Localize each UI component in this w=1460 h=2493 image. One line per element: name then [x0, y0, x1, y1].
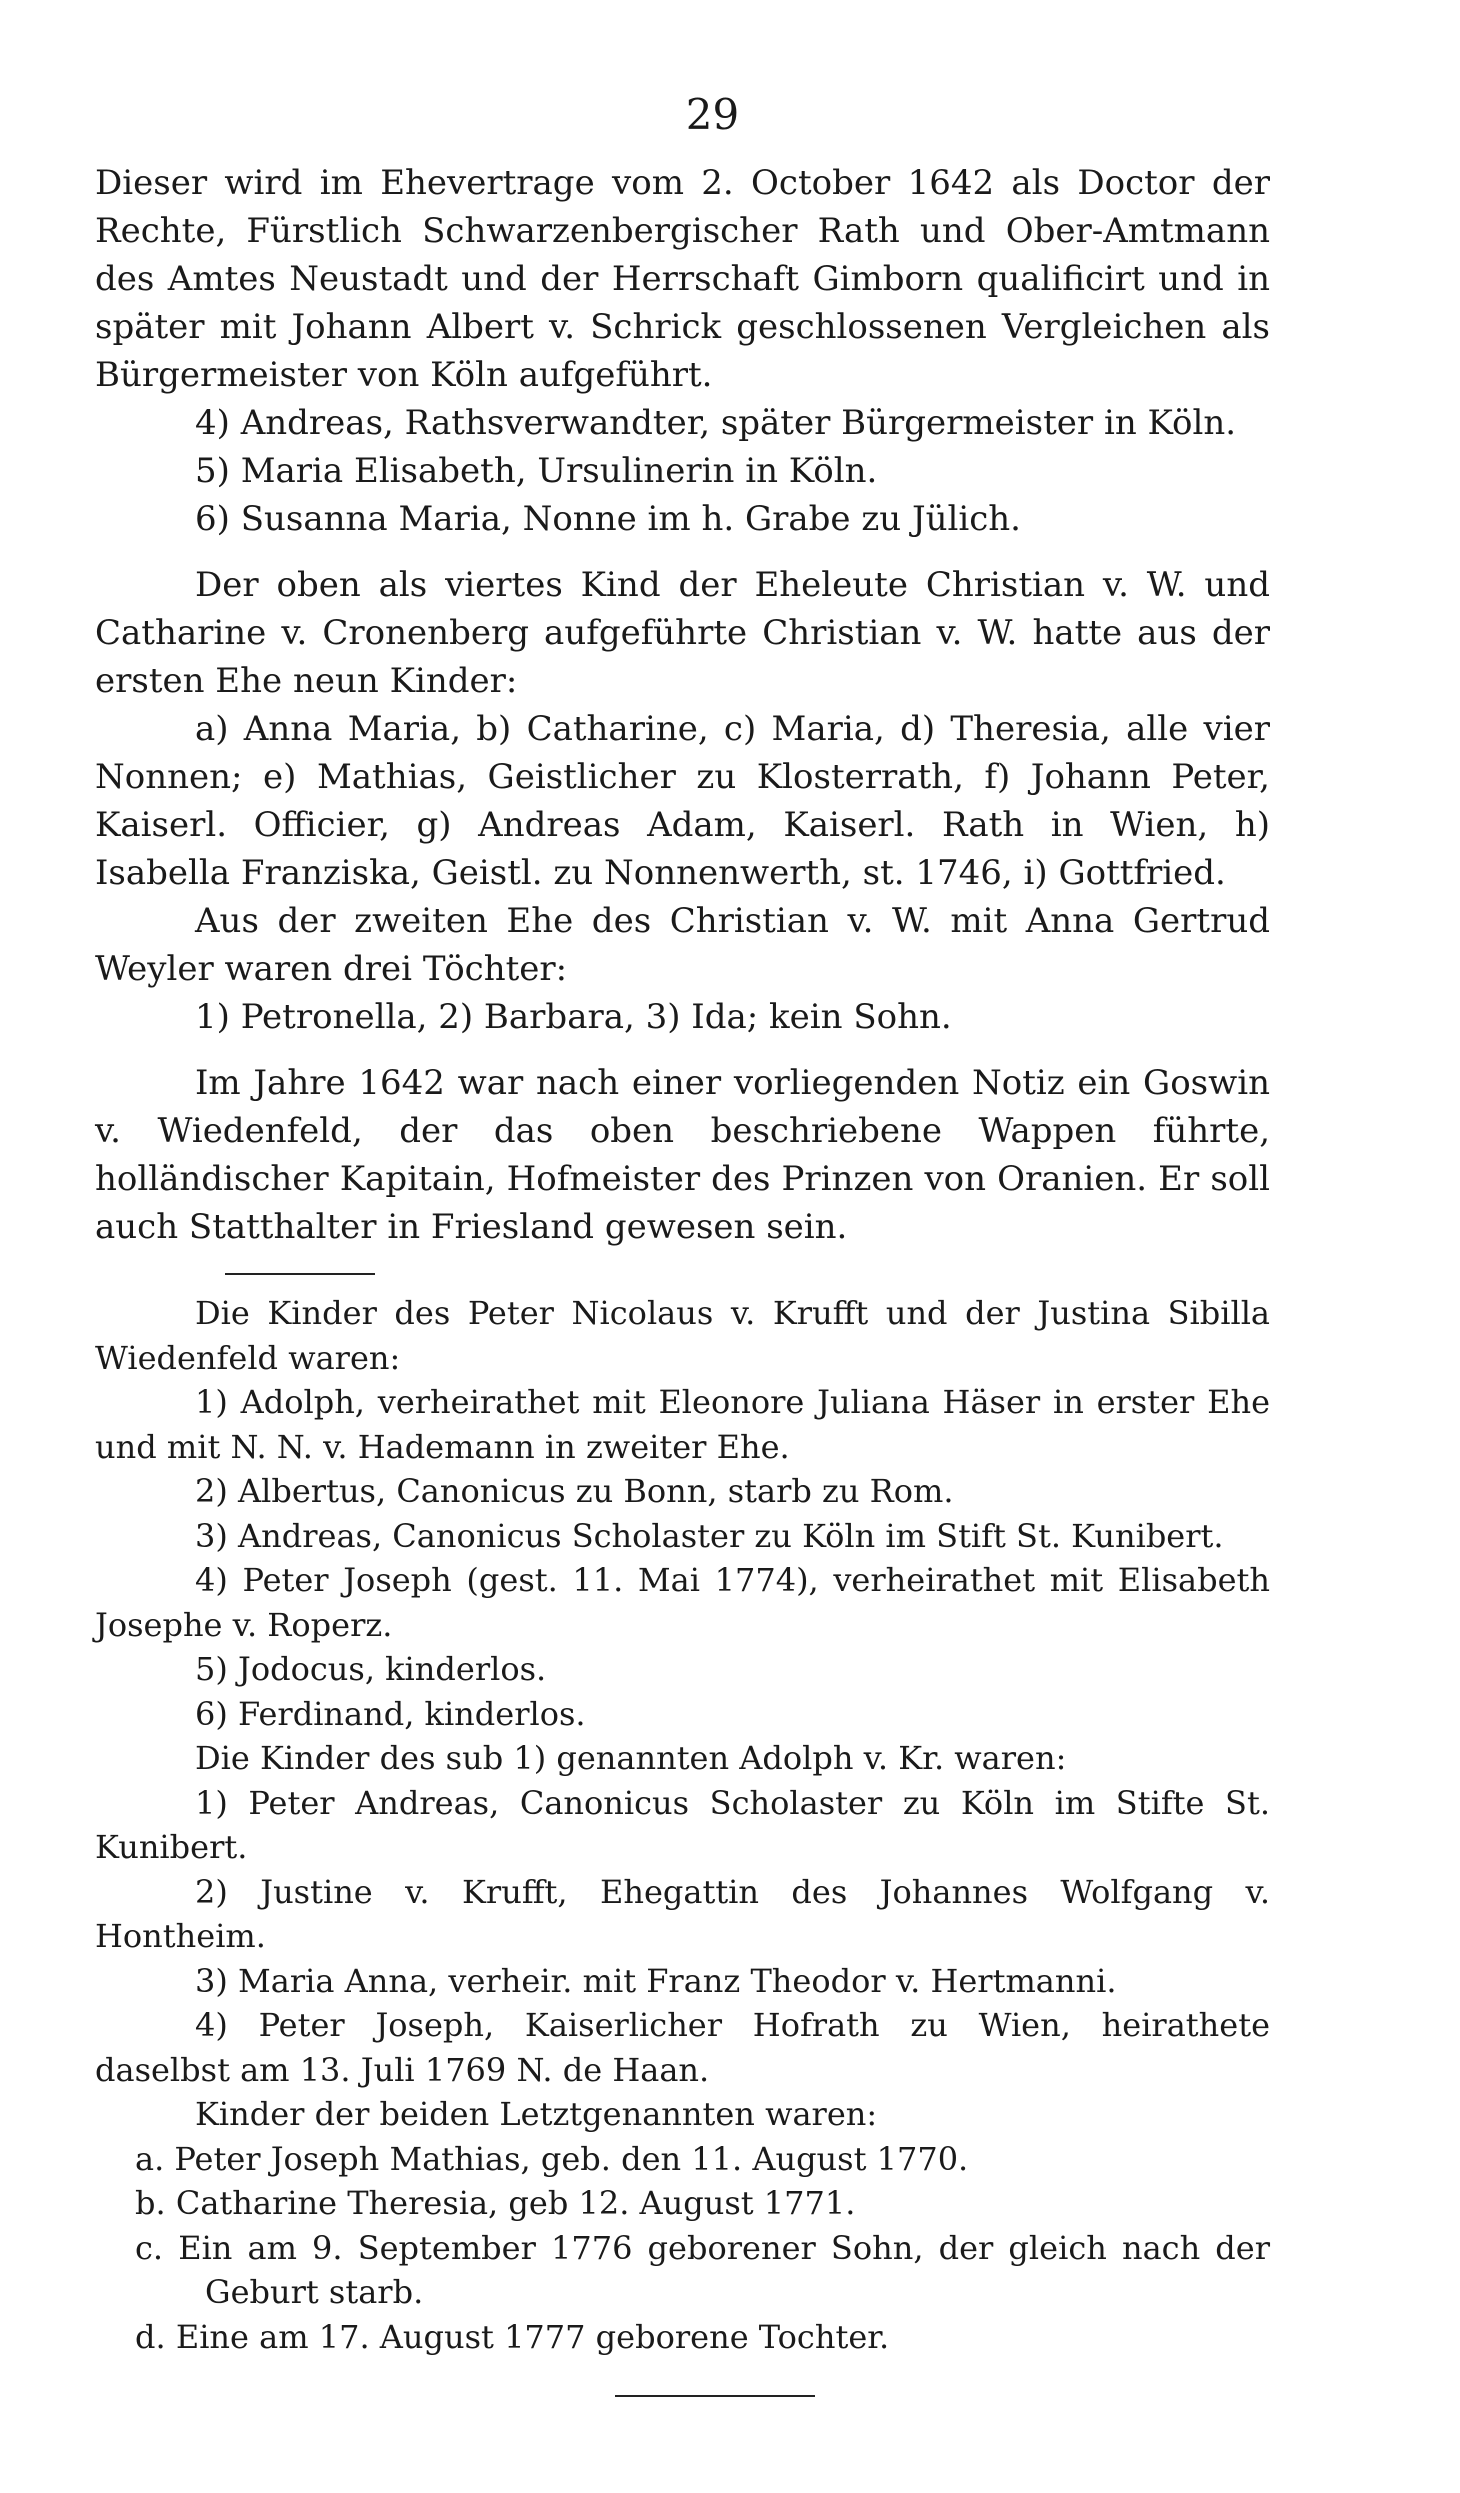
- upper-section: [95, 159, 1270, 1251]
- footnote-item: 4) Peter Joseph (gest. 11. Mai 1774), verheirathet mit Elisabeth Josephe v. Roperz.: [95, 1561, 1270, 1644]
- footnote-divider: [225, 1273, 375, 1275]
- footnote-item: 2) Albertus, Canonicus zu Bonn, starb zu Rom.: [195, 1472, 954, 1510]
- paragraph-nine-children: a) Anna Maria, b) Catharine, c) Maria, d) Theresia, alle vier Nonnen; e) Mathias, Geistlicher zu Klosterrath, f) Johann Peter, Kaiserl. Officier, g) Andreas Adam, Kaiserl. Rath in Wien, h) Isabella Franziska, Geistl. zu Nonnenwerth, st. 1746, i) Gottfried.: [95, 709, 1270, 893]
- footnote-subitem: a. Peter Joseph Mathias, geb. den 11. August 1770.: [135, 2139, 969, 2178]
- footnote-item: 3) Andreas, Canonicus Scholaster zu Köln im Stift St. Kunibert.: [195, 1516, 1224, 1555]
- paragraph-doctor: Dieser wird im Ehevertrage vom 2. October 1642 als Doctor der Rechte, Fürstlich Schwarzenbergischer Rath und Ober-Amtmann des Amtes Neustadt und der Herrschaft Gimborn qualificirt und in später mit Johann Albert v. Schrick geschlossenen Vergleichen als Bürgermeister von Köln aufgeführt.: [95, 163, 1270, 395]
- footnote-item: 1) Peter Andreas, Canonicus Scholaster zu Köln im Stifte St. Kunibert.: [95, 1783, 1270, 1866]
- paragraph-second-marriage: Aus der zweiten Ehe des Christian v. W. mit Anna Gertrud Weyler waren drei Töchter:: [95, 901, 1270, 989]
- footnote-item: 1) Adolph, verheirathet mit Eleonore Juliana Häser in erster Ehe und mit N. N. v. Hademann in zweiter Ehe.: [95, 1383, 1270, 1466]
- footnote-item: 5) Jodocus, kinderlos.: [195, 1650, 547, 1688]
- list-item: 6) Susanna Maria, Nonne im h. Grabe zu Jülich.: [195, 499, 1021, 539]
- paragraph-christian: Der oben als viertes Kind der Eheleute Christian v. W. und Catharine v. Cronenberg aufgeführte Christian v. W. hatte aus der ersten Ehe neun Kinder:: [95, 565, 1270, 701]
- page-number: 29: [685, 90, 740, 139]
- footnote-intro: Die Kinder des Peter Nicolaus v. Krufft und der Justina Sibilla Wiedenfeld waren:: [95, 1294, 1270, 1377]
- list-item: 5) Maria Elisabeth, Ursulinerin in Köln.: [195, 451, 878, 491]
- footnote-subheading: Kinder der beiden Letztgenannten waren:: [195, 2095, 878, 2133]
- footnote-subitem: c. Ein am 9. September 1776 geborener Sohn, der gleich nach der Geburt starb.: [135, 2228, 1270, 2311]
- footnote-item: 3) Maria Anna, verheir. mit Franz Theodor v. Hertmanni.: [195, 1961, 1117, 2000]
- footnote-item: 4) Peter Joseph, Kaiserlicher Hofrath zu Wien, heirathete daselbst am 13. Juli 1769 N. de Haan.: [95, 2006, 1270, 2089]
- paragraph-goswin: Im Jahre 1642 war nach einer vorliegenden Notiz ein Goswin v. Wiedenfeld, der das oben beschriebene Wappen führte, holländischer Kapitain, Hofmeister des Prinzen von Oranien. Er soll auch Statthalter in Friesland gewesen sein.: [95, 1063, 1270, 1247]
- footnote-subitem: d. Eine am 17. August 1777 geborene Tochter.: [135, 2317, 890, 2356]
- footnote-item: 2) Justine v. Krufft, Ehegattin des Johannes Wolfgang v. Hontheim.: [95, 1872, 1270, 1955]
- footnote-subheading: Die Kinder des sub 1) genannten Adolph v. Kr. waren:: [195, 1739, 1067, 1777]
- paragraph-daughters: 1) Petronella, 2) Barbara, 3) Ida; kein Sohn.: [195, 997, 952, 1037]
- footnote-section: [95, 1291, 1270, 2359]
- end-divider: [615, 2395, 815, 2397]
- footnote-subitem: b. Catharine Theresia, geb 12. August 1771.: [135, 2184, 856, 2222]
- list-item: 4) Andreas, Rathsverwandter, später Bürgermeister in Köln.: [195, 403, 1237, 443]
- footnote-item: 6) Ferdinand, kinderlos.: [195, 1694, 586, 1733]
